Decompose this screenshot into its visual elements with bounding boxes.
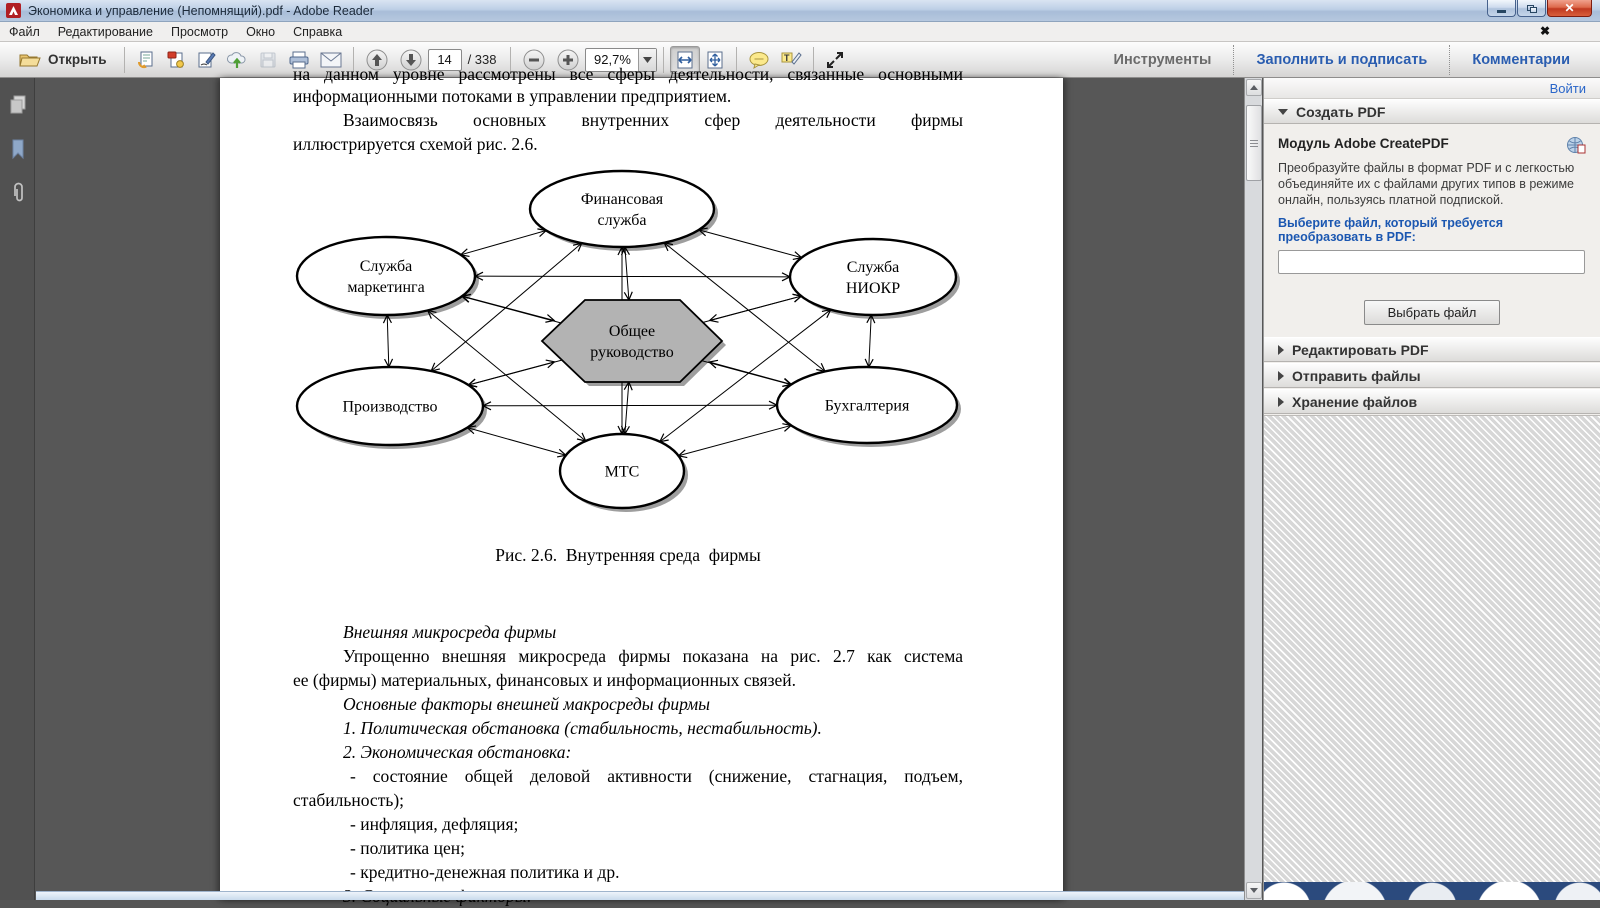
page-thumbnails-button[interactable] — [0, 88, 35, 122]
diagram-node-label: Финансовая служба — [580, 191, 664, 229]
module-title: Модуль Adobe CreatePDF — [1278, 136, 1449, 151]
figure-caption: Рис. 2.6. Внутренняя среда фирмы — [495, 545, 761, 565]
diagram-edge — [679, 425, 792, 455]
scrollbar-thumb[interactable] — [1246, 105, 1262, 181]
diagram-node-label: Бухгалтерия — [824, 397, 910, 415]
menu-bar — [0, 22, 1600, 42]
window-title: Экономика и управление (Непомнящий).pdf - Adobe Reader — [28, 3, 374, 18]
sign-icon — [196, 50, 216, 70]
diagram-node-niokr — [790, 239, 956, 315]
signin-link[interactable]: Войти — [1549, 80, 1586, 96]
tab-comments[interactable]: Комментарии — [1472, 51, 1570, 68]
section-edit-pdf[interactable]: Редактировать PDF — [1264, 337, 1600, 362]
diagram-edge — [483, 405, 777, 406]
diagram-edge — [468, 362, 554, 385]
menu-edit[interactable]: Редактирование — [57, 24, 153, 39]
menu-view[interactable]: Просмотр — [170, 24, 229, 39]
paragraph-block — [293, 84, 963, 156]
close-button[interactable]: ✕ — [1547, 0, 1592, 17]
document-text-line: информационными потоками в управлении предприятием. — [293, 86, 732, 106]
diagram-node-label: Производство — [342, 398, 438, 416]
close-document-icon[interactable]: ✖ — [1539, 24, 1550, 38]
document-text-line: - состояние общей деловой активности (снижение, стагнация, подъем, — [350, 766, 963, 786]
createpdf-online-icon — [1566, 136, 1586, 154]
open-button[interactable]: Открыть — [8, 46, 118, 74]
diagram-edge — [709, 362, 791, 384]
tab-fill-sign[interactable]: Заполнить и подписать — [1256, 51, 1428, 68]
module-description: Преобразуйте файлы в формат PDF и с легкостью объединяйте их с файлами других типов в режиме онлайн, пользуясь платной подпиской. — [1278, 161, 1575, 207]
menu-window[interactable]: Окно — [246, 24, 276, 39]
folder-open-icon — [19, 51, 41, 68]
document-text-line: - кредитно-денежная политика и др. — [350, 862, 620, 882]
document-text-line: Внешняя микросреда фирмы — [343, 622, 557, 642]
triangle-collapsed-icon — [1278, 397, 1284, 407]
section-store-files[interactable]: Хранение файлов — [1264, 389, 1600, 414]
diagram-node-label: МТС — [604, 463, 640, 481]
triangle-expanded-icon — [1278, 109, 1288, 115]
document-text-line: иллюстрируется схемой рис. 2.6. — [293, 134, 538, 154]
title-bar — [0, 0, 1600, 22]
document-text-line: Основные факторы внешней макросреды фирмы — [343, 694, 711, 714]
save-icon — [259, 51, 277, 69]
document-viewport[interactable] — [36, 64, 1244, 900]
sign-button[interactable] — [191, 46, 221, 74]
restore-button[interactable] — [1517, 0, 1546, 17]
section-create-pdf[interactable]: Создать PDF — [1264, 99, 1600, 124]
vertical-scrollbar[interactable] — [1244, 78, 1262, 900]
diagram-edge — [461, 231, 546, 255]
triangle-collapsed-icon — [1278, 345, 1284, 355]
pdf-page — [220, 64, 1063, 900]
scroll-up-button[interactable] — [1246, 79, 1262, 96]
diagram-node-label: Служба НИОКР — [845, 259, 901, 297]
diagram-edge — [625, 382, 629, 434]
internal-environment-diagram — [280, 165, 980, 530]
promo-banner-image[interactable] — [1264, 882, 1600, 900]
panel-empty-area — [1264, 415, 1600, 882]
body-text-block — [293, 620, 963, 908]
scroll-down-button[interactable] — [1246, 882, 1262, 899]
choose-file-link[interactable]: Выберите файл, который требуется преобразовать в PDF: — [1278, 216, 1504, 244]
menu-file[interactable]: Файл — [9, 24, 40, 39]
adobe-reader-icon — [6, 3, 21, 18]
paperclip-icon — [9, 181, 27, 205]
diagram-node-fin — [530, 171, 714, 247]
document-text-line: ее (фирмы) материальных, финансовых и информационных связей. — [293, 670, 797, 690]
horizontal-scrollbar[interactable] — [36, 891, 1244, 900]
diagram-edge — [699, 230, 802, 258]
document-text-line: 2. Экономическая обстановка: — [343, 742, 572, 762]
page-total: / 338 — [467, 52, 497, 67]
triangle-down-icon — [1250, 888, 1258, 893]
bookmarks-icon — [9, 138, 27, 160]
menu-help[interactable]: Справка — [293, 24, 343, 39]
triangle-up-icon — [1250, 85, 1258, 90]
diagram-edge — [625, 247, 629, 300]
triangle-collapsed-icon — [1278, 371, 1284, 381]
zoom-level-value: 92,7% — [594, 52, 631, 67]
diagram-edge — [475, 276, 790, 277]
document-text-line: 1. Политическая обстановка (стабильность, нестабильность). — [343, 718, 822, 738]
document-text-line: - инфляция, дефляция; — [350, 814, 519, 834]
page-thumbnails-icon — [8, 94, 28, 116]
diagram-edge — [869, 315, 871, 367]
diagram-edge — [710, 296, 801, 320]
save-copy-button[interactable] — [131, 46, 161, 74]
file-input[interactable] — [1278, 250, 1585, 274]
convert-pdf-button[interactable] — [161, 46, 191, 74]
tab-tools[interactable]: Инструменты — [1113, 51, 1212, 68]
document-text-line: - политика цен; — [350, 838, 465, 858]
tools-panel — [1263, 78, 1600, 900]
document-text-line: Упрощенно внешняя микросреда фирмы показана на рис. 2.7 как система — [343, 646, 963, 666]
cloud-upload-button[interactable] — [221, 46, 253, 74]
create-pdf-content — [1264, 124, 1600, 337]
convert-pdf-icon — [166, 50, 186, 70]
save-copy-icon — [136, 50, 156, 70]
diagram-edge — [387, 315, 389, 367]
diagram-node-label: Служба маркетинга — [347, 258, 425, 296]
section-send-files[interactable]: Отправить файлы — [1264, 363, 1600, 388]
diagram-node-mark — [297, 237, 475, 315]
bookmarks-button[interactable] — [0, 132, 35, 166]
attachments-button[interactable] — [0, 176, 35, 210]
svg-text:T: T — [784, 52, 790, 63]
minimize-button[interactable] — [1487, 0, 1516, 17]
diagram-node-label: Общее руководство — [590, 323, 674, 361]
signin-bar — [1264, 78, 1600, 99]
diagram-edge — [462, 296, 554, 320]
chevron-down-icon — [643, 57, 652, 63]
choose-file-button[interactable]: Выбрать файл — [1364, 300, 1500, 325]
diagram-edge — [467, 428, 566, 456]
document-text-line: Взаимосвязь основных внутренних сфер деятельности фирмы — [343, 110, 963, 130]
document-text-line: стабильность); — [293, 790, 405, 810]
clipped-text-line: на данном уровне рассмотрены все сферы деятельности, связанные основными — [293, 64, 963, 84]
save-button[interactable] — [253, 46, 283, 74]
cloud-upload-icon — [226, 50, 248, 70]
navigation-pane-strip — [0, 78, 35, 900]
